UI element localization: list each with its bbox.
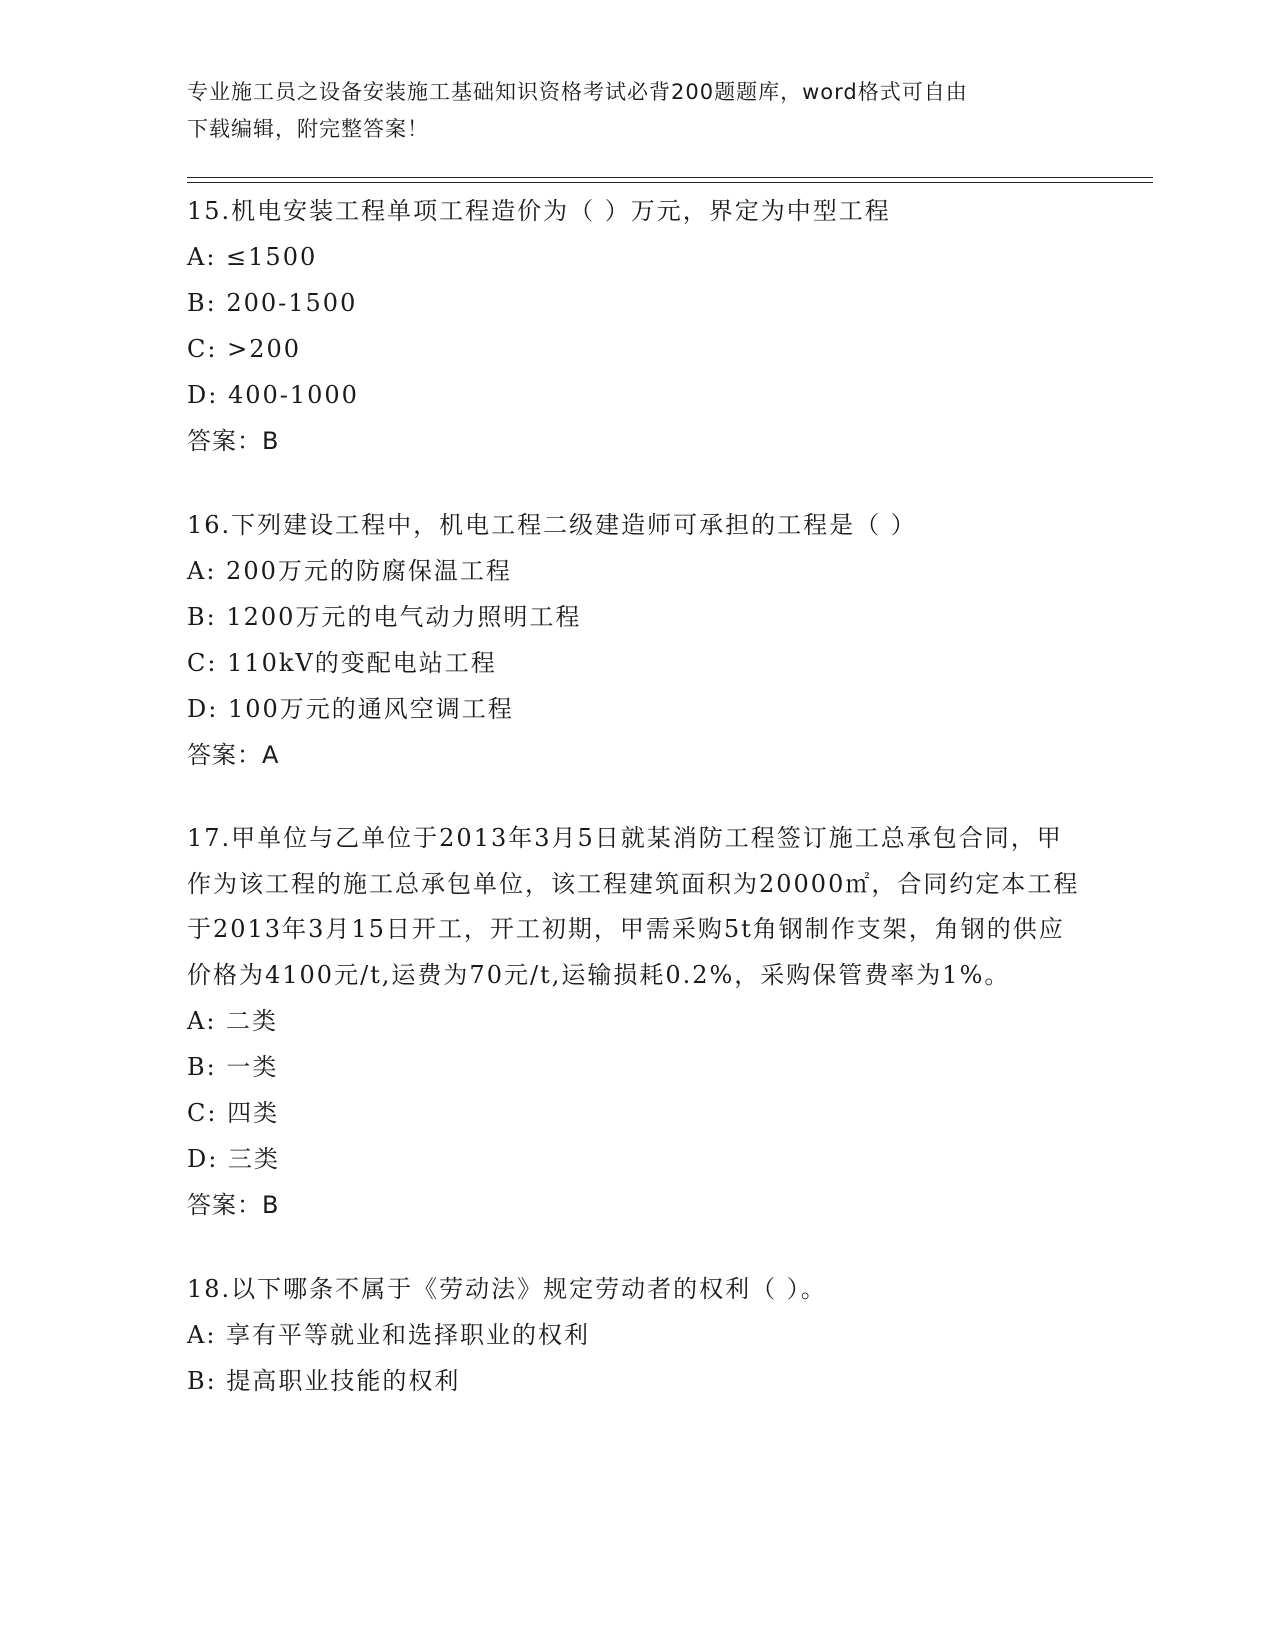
- question-spacer: [187, 778, 1087, 816]
- header-divider-bottom: [187, 182, 1153, 183]
- question-stem: 17.甲单位与乙单位于2013年3月5日就某消防工程签订施工总承包合同，甲作为该工程的施工总承包单位，该工程建筑面积为20000㎡，合同约定本工程于2013年3月15日开工，开工初期，甲需采购5t角钢制作支架，角钢的供应价格为4100元/t,运费为70元/t,运输损耗0.2%，采购保管费率为1%。: [187, 824, 1080, 989]
- option-b: B: 一类: [187, 1053, 279, 1081]
- question-17: [187, 816, 1087, 1228]
- option-a: A: 200万元的防腐保温工程: [187, 557, 512, 585]
- option-c: C: >200: [187, 335, 301, 363]
- option-c: C: 四类: [187, 1099, 280, 1127]
- question-stem: 18.以下哪条不属于《劳动法》规定劳动者的权利（ ）。: [187, 1275, 827, 1303]
- option-b: B: 提高职业技能的权利: [187, 1367, 461, 1395]
- question-16: [187, 502, 1087, 778]
- answer-line: 答案：B: [187, 427, 280, 455]
- document-header: [187, 74, 1067, 148]
- option-b: B: 1200万元的电气动力照明工程: [187, 603, 582, 631]
- answer-line: 答案：A: [187, 741, 280, 769]
- answer-line: 答案：B: [187, 1191, 280, 1219]
- question-15: [187, 188, 1087, 464]
- question-18: [187, 1266, 1087, 1404]
- option-a: A: 二类: [187, 1007, 279, 1035]
- question-spacer: [187, 1228, 1087, 1266]
- question-stem: 15.机电安装工程单项工程造价为（ ）万元，界定为中型工程: [187, 197, 891, 225]
- header-title-line-2: 下载编辑，附完整答案！: [187, 117, 429, 141]
- option-a: A: 享有平等就业和选择职业的权利: [187, 1321, 591, 1349]
- question-stem: 16.下列建设工程中，机电工程二级建造师可承担的工程是（ ）: [187, 511, 917, 539]
- option-c: C: 110kV的变配电站工程: [187, 649, 497, 677]
- header-divider-top: [187, 177, 1153, 178]
- option-a: A: ≤1500: [187, 243, 318, 271]
- header-title-line-1: 专业施工员之设备安装施工基础知识资格考试必背200题题库，word格式可自由: [187, 80, 968, 104]
- question-list: [187, 188, 1087, 1404]
- option-d: D: 400-1000: [187, 381, 359, 409]
- question-spacer: [187, 464, 1087, 502]
- option-d: D: 100万元的通风空调工程: [187, 695, 514, 723]
- option-d: D: 三类: [187, 1145, 280, 1173]
- option-b: B: 200-1500: [187, 289, 358, 317]
